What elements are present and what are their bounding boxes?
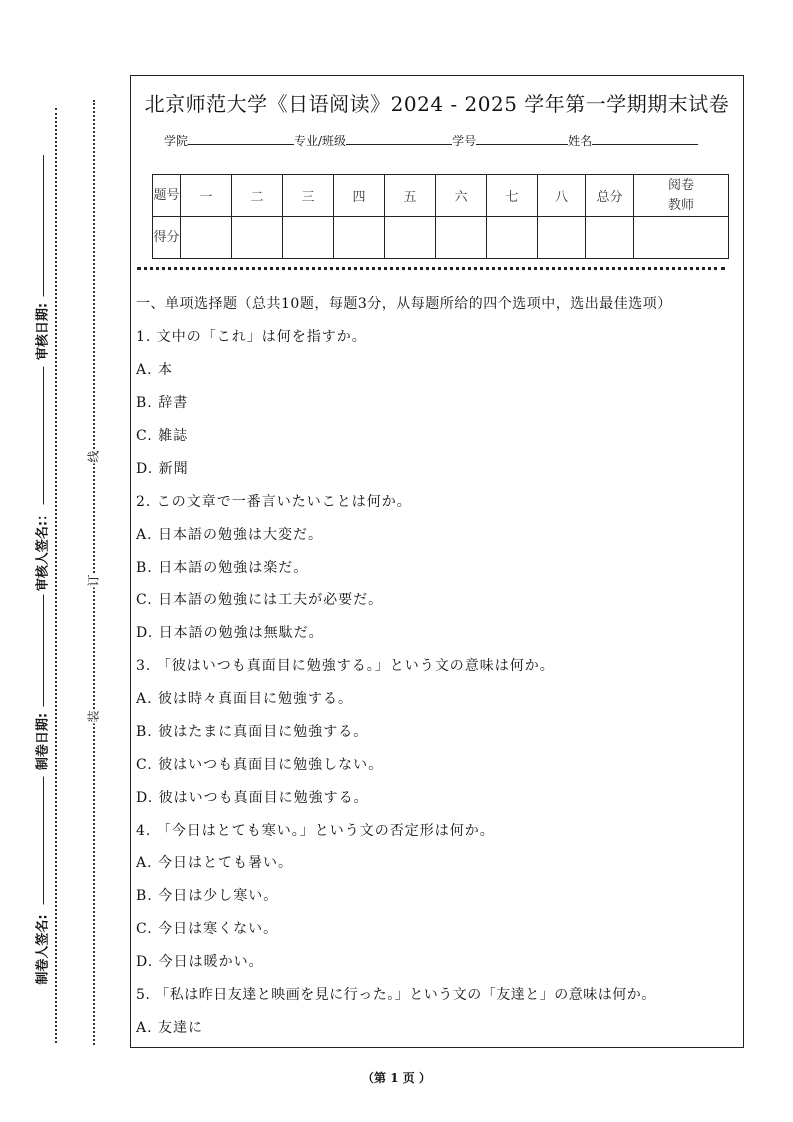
score-cell[interactable] xyxy=(334,217,385,259)
option-line: B. 日本語の勉強は楽だ。 xyxy=(136,560,309,576)
option-line: D. 日本語の勉強は無駄だ。 xyxy=(136,625,324,641)
score-col-header-total: 总分 xyxy=(586,175,634,217)
score-col-header: 八 xyxy=(538,175,586,217)
binding-outer-dotted-line xyxy=(55,108,57,1043)
major-label: 专业/班级 xyxy=(294,134,347,148)
option-line: B. 彼はたまに真面目に勉強する。 xyxy=(136,724,369,740)
option-line: A. 今日はとても暑い。 xyxy=(136,855,294,871)
student-info-row xyxy=(164,132,698,149)
option-line: C. 雑誌 xyxy=(136,428,189,444)
option-line: B. 今日は少し寒い。 xyxy=(136,888,279,904)
score-row-header-score: 得分 xyxy=(153,217,181,259)
score-col-header-grader xyxy=(634,175,729,217)
option-line: C. 日本語の勉強には工夫が必要だ。 xyxy=(136,592,384,608)
score-cell[interactable] xyxy=(538,217,586,259)
score-cell-grader[interactable] xyxy=(634,217,729,259)
option-line: A. 友達に xyxy=(136,1020,204,1036)
score-value-row xyxy=(153,217,729,259)
option-line: A. 本 xyxy=(136,362,174,378)
option-line: D. 新聞 xyxy=(136,461,189,477)
score-col-header: 四 xyxy=(334,175,385,217)
section-heading: 一、单项选择题（总共10题，每题3分，从每题所给的四个选项中，选出最佳选项） xyxy=(136,296,672,312)
score-header-row xyxy=(153,175,729,217)
reviewer-signature-label: 审核人签名:： xyxy=(32,505,51,595)
score-table xyxy=(152,174,729,259)
score-cell[interactable] xyxy=(385,217,436,259)
question-line: 3. 「彼はいつも真面目に勉強する。」という文の意味は何か。 xyxy=(136,658,555,674)
exam-title: 北京师范大学《日语阅读》2024 - 2025 学年第一学期期末试卷 xyxy=(144,92,730,116)
score-cell[interactable] xyxy=(283,217,334,259)
score-col-header: 一 xyxy=(181,175,232,217)
question-line: 5. 「私は昨日友達と映画を見に行った。」という文の「友達と」の意味は何か。 xyxy=(136,987,656,1003)
score-cell[interactable] xyxy=(232,217,283,259)
option-line: B. 辞書 xyxy=(136,395,189,411)
score-cell[interactable] xyxy=(487,217,538,259)
score-col-header: 二 xyxy=(232,175,283,217)
school-field[interactable] xyxy=(188,133,294,145)
binding-cut-line xyxy=(93,100,95,1045)
name-label: 姓名 xyxy=(568,134,593,148)
question-line: 1. 文中の「これ」は何を指すか。 xyxy=(136,329,367,345)
maker-signature-label: 制卷人签名: xyxy=(32,905,51,995)
name-field[interactable] xyxy=(592,133,698,145)
score-col-header: 七 xyxy=(487,175,538,217)
student-id-field[interactable] xyxy=(476,133,568,145)
school-label: 学院 xyxy=(164,134,189,148)
make-date-label: 制卷日期: xyxy=(32,707,51,777)
option-line: D. 彼はいつも真面目に勉強する。 xyxy=(136,790,369,806)
major-field[interactable] xyxy=(346,133,452,145)
page-number: （第 1 页 ） xyxy=(362,1071,431,1085)
score-cell-total[interactable] xyxy=(586,217,634,259)
score-col-header: 三 xyxy=(283,175,334,217)
option-line: A. 日本語の勉強は大変だ。 xyxy=(136,527,324,543)
option-line: A. 彼は時々真面目に勉強する。 xyxy=(136,691,354,707)
question-line: 2. この文章で一番言いたいことは何か。 xyxy=(136,494,412,510)
score-col-header: 六 xyxy=(436,175,487,217)
pack-char: 装 xyxy=(86,710,101,723)
question-line: 4. 「今日はとても寒い。」という文の否定形は何か。 xyxy=(136,823,495,839)
score-cell[interactable] xyxy=(181,217,232,259)
grader-label: 阅卷教师 xyxy=(667,177,694,213)
option-line: C. 今日は寒くない。 xyxy=(136,921,279,937)
bind-char: 订 xyxy=(86,574,101,587)
exam-frame xyxy=(130,75,744,1048)
option-line: D. 今日は暖かい。 xyxy=(136,954,264,970)
review-date-label: 审核日期: xyxy=(32,297,51,367)
score-cell[interactable] xyxy=(436,217,487,259)
line-char: 线 xyxy=(86,450,101,463)
student-id-label: 学号 xyxy=(452,134,477,148)
score-row-header-question: 题号 xyxy=(153,175,181,217)
score-col-header: 五 xyxy=(385,175,436,217)
header-separator xyxy=(137,267,725,270)
option-line: C. 彼はいつも真面目に勉強しない。 xyxy=(136,757,384,773)
